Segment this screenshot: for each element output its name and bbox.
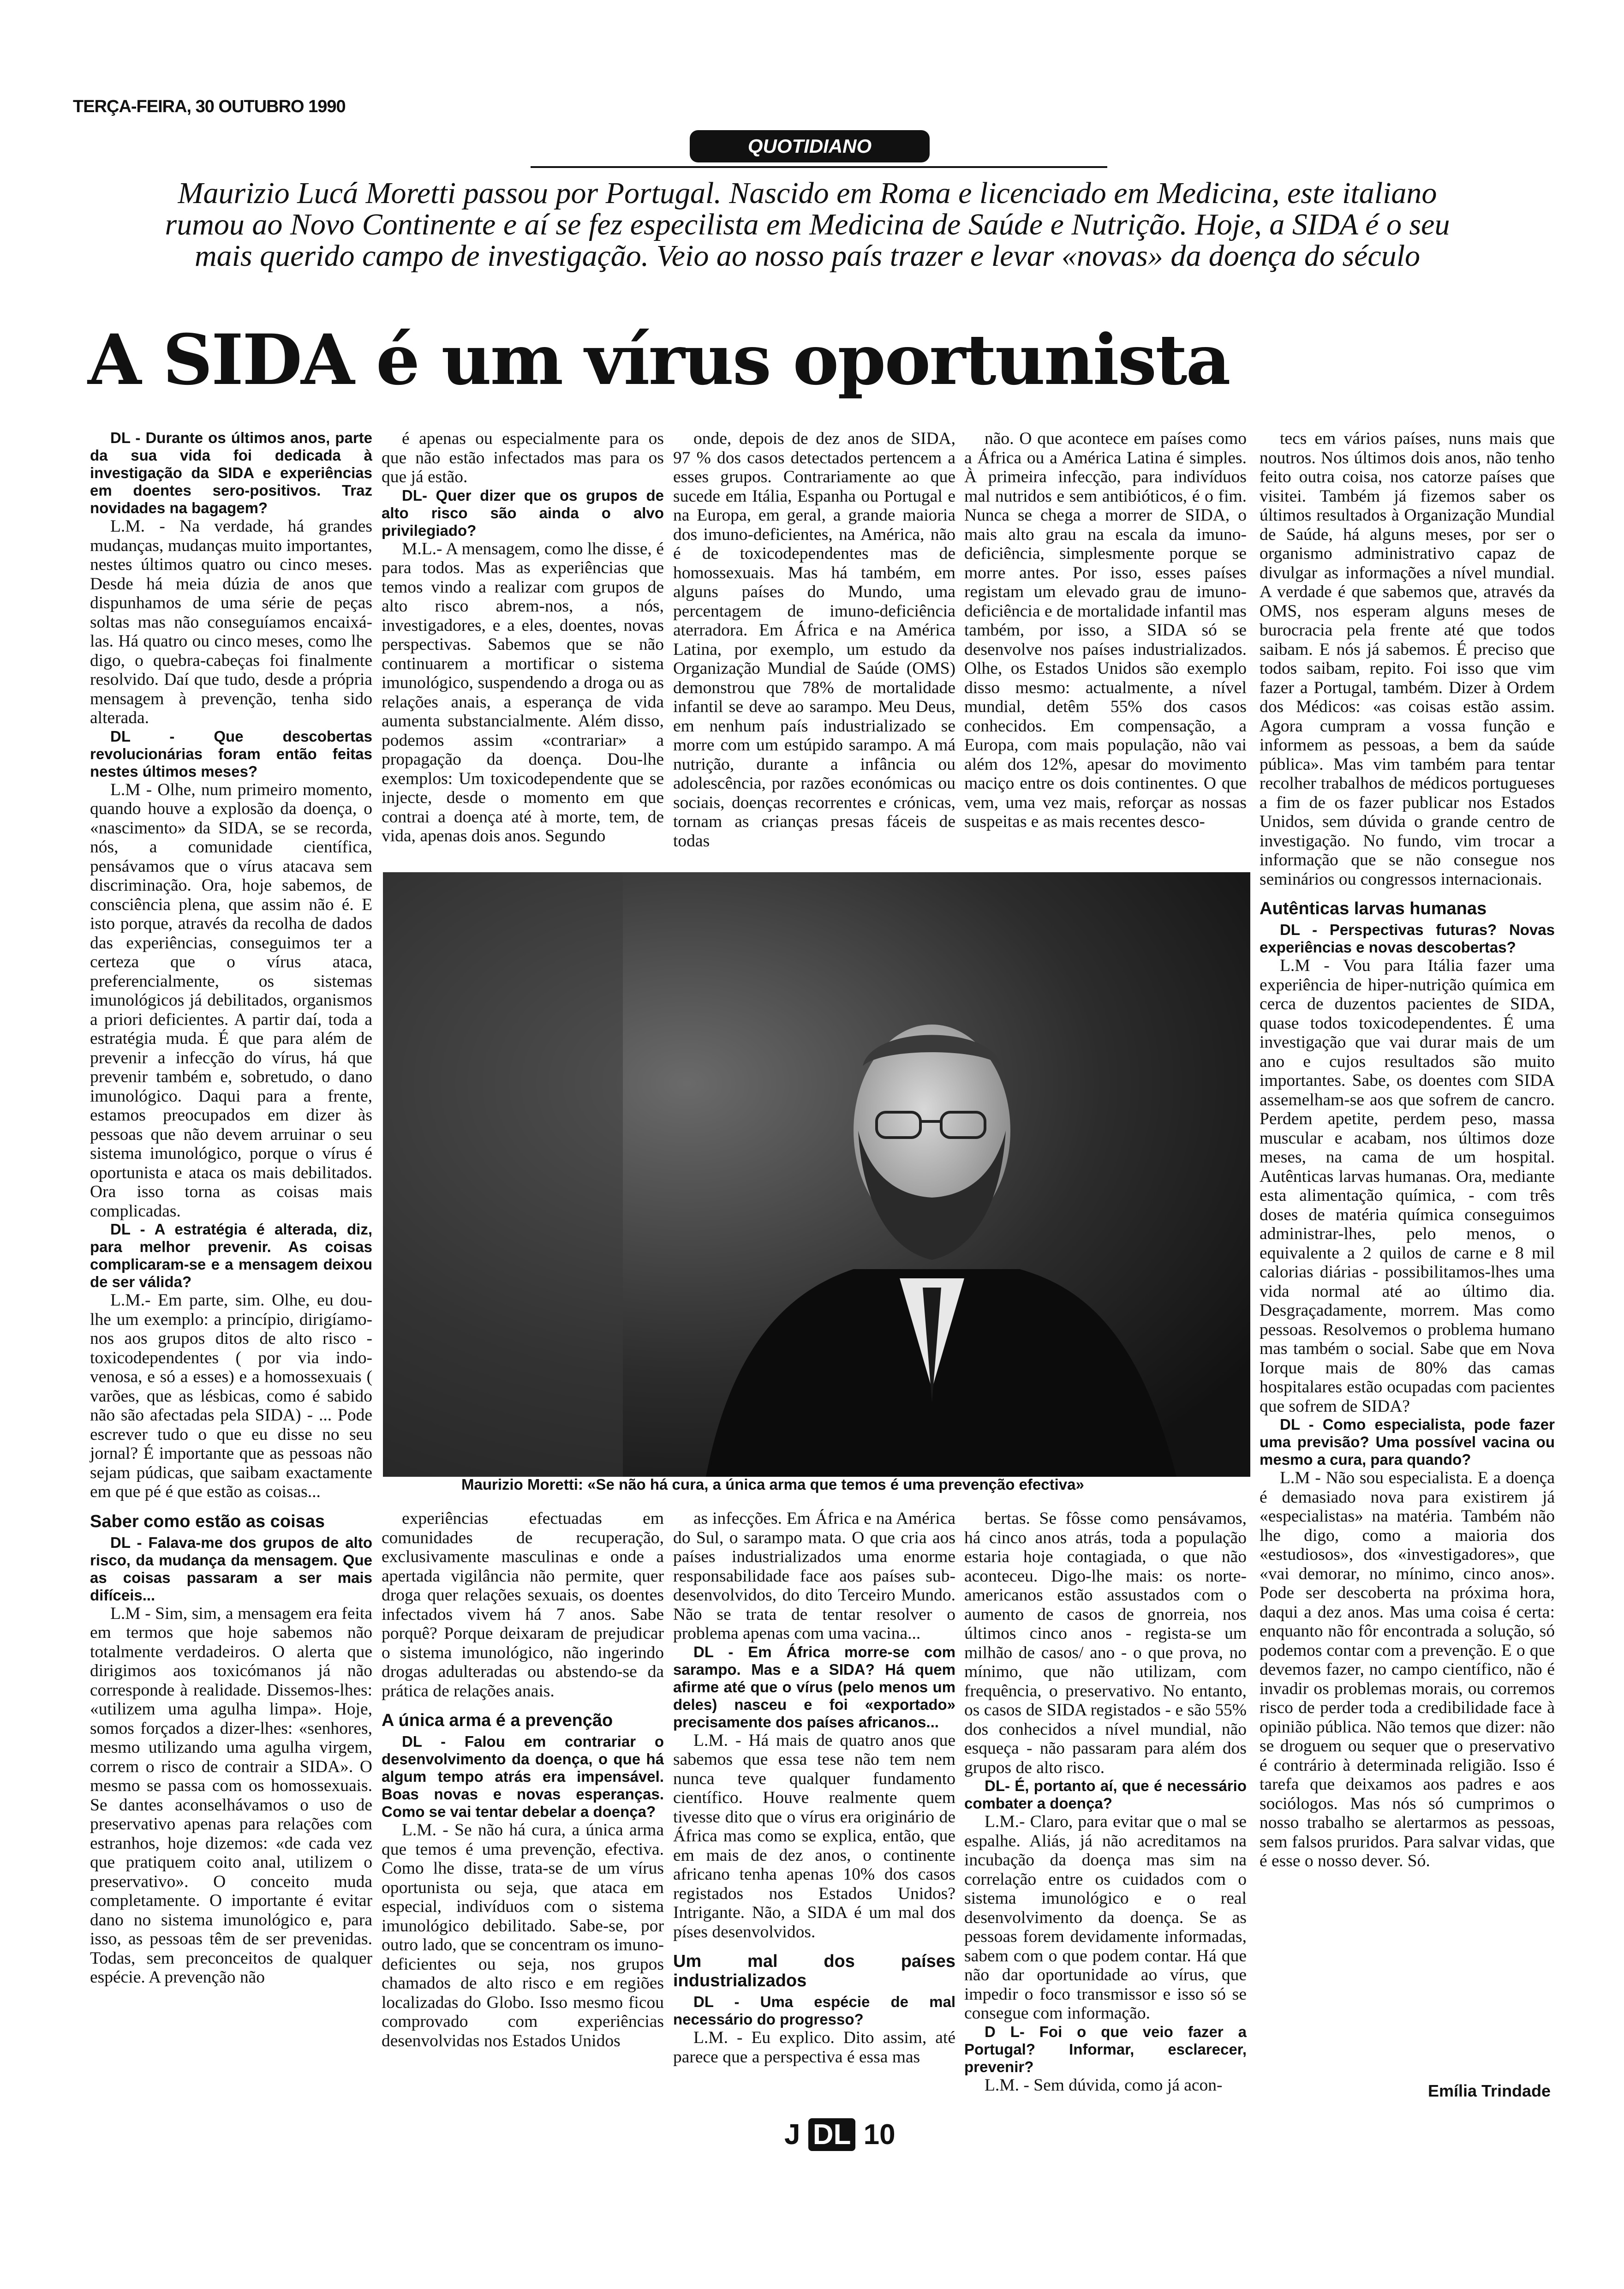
article-paragraph: as infecções. Em África e na América do Sul, o sarampo mata. O que cria aos países industrializados uma enorme responsabilidade face aos países sub-desenvolvidos, do dito Terceiro Mundo. Não se trata de tentar resolver o problema apenas com uma vacina... <box>673 1509 955 1643</box>
article-paragraph: L.M. - Na verdade, há grandes mudanças, mudanças muito importantes, nestes últimos quatro ou cinco meses. Desde há meia dúzia de anos que dispunhamos de uma série de peças soltas mas não conseguíamos encaixá-las. Há quatro ou cinco meses, como lhe digo, o quebra-cabeças foi finalmente resolvido. Daí que tudo, desde a própria mensagem à prevenção, tenha sido alterada. <box>90 517 372 727</box>
headline: A SIDA é um vírus oportunista <box>88 319 1230 401</box>
article-column-5 <box>1260 429 1555 2091</box>
article-column-3-lower <box>673 1509 955 2109</box>
article-column-2 <box>382 429 664 875</box>
subheading: Autênticas larvas humanas <box>1260 899 1487 918</box>
interview-question: DL - Falava-me dos grupos de alto risco, da mudança da mensagem. Que as coisas passaram a ser mais difíceis... <box>90 1534 372 1604</box>
article-column-1 <box>90 429 372 2091</box>
interview-question: DL- É, portanto aí, que é necessário combater a doença? <box>964 1777 1247 1812</box>
article-paragraph: L.M. - Se não há cura, a única arma que temos é uma prevenção, efectiva. Como lhe disse, trata-se de um vírus oportunista ou seja, que ataca em especial, indivíduos com o sistema imunológico debilitado. Sabe-se, por outro lado, que se concentram os imuno-deficientes ou seja, nos grupos chamados de alto risco e em regiões localizadas do Globo. Isso mesmo ficou comprovado com experiências desenvolvidas nos Estados Unidos <box>382 1821 664 2050</box>
article-paragraph: bertas. Se fôsse como pensávamos, há cinco anos atrás, toda a população estaria hoje contagiada, o que não aconteceu. Digo-lhe mais: os norte-americanos estão assustados com o aumento de casos de gnorreia, nos últimos cinco anos - regista-se um milhão de casos/ ano - o que prova, no mínimo, que não utilizam, com frequência, o preservativo. No entanto, os casos de SIDA registados - e são 55% dos conhecidos a nível mundial, não esqueça - não passaram para além dos grupos de alto risco. <box>964 1509 1247 1777</box>
page-number: 10 <box>863 2119 896 2151</box>
interview-question: DL - Que descobertas revolucionárias foram então feitas nestes últimos meses? <box>90 727 372 780</box>
article-paragraph: onde, depois de dez anos de SIDA, 97 % dos casos detectados pertencem a esses grupos. Contrariamente ao que sucede em Itália, Espanha ou Portugal e na Europa, em geral, a grande maioria dos imuno-deficientes, na América, não é de toxicodependentes mas de homossexuais. Mas há também, em alguns países do Mundo, uma percentagem de imuno-deficiência aterradora. Em África e na América Latina, por exemplo, um estudo da Organização Mundial de Saúde (OMS) demonstrou que 78% de mortalidade infantil se deve ao sarampo. Meu Deus, em nenhum país industrializado se morre com um estúpido sarampo. A má nutrição, durante a infância ou adolescência, por razões económicas ou sociais, doenças recorrentes e crónicas, tornam as crianças presas fáceis de todas <box>673 429 955 851</box>
article-paragraph: L.M. - Há mais de quatro anos que sabemos que essa tese não tem nem nunca teve qualquer fundamento científico. Houve realmente quem tivesse dito que o vírus era originário de África mas como se explica, então, que em mais de dez anos, o continente africano tenha apenas 10% dos casos registados nos Estados Unidos? Intrigante. Não, a SIDA é um mal dos píses desenvolvidos. <box>673 1731 955 1941</box>
article-paragraph: M.L.- A mensagem, como lhe disse, é para todos. Mas as experiências que temos vindo a realizar com grupos de alto risco abrem-nos, a nós, investigadores, e a eles, doentes, novas perspectivas. Sabemos que se não continuarem a mortificar o sistema imunológico, suspendendo a droga ou as relações anais, a esperança de vida aumenta substancialmente. Além disso, podemos assim «contrariar» a propagação da doença. Dou-lhe exemplos: Um toxicodependente que se injecte, desde o momento em que contrai a doença até à morte, tem, de vida, apenas dois anos. Segundo <box>382 539 664 845</box>
article-paragraph: L.M - Sim, sim, a mensagem era feita em termos que hoje sabemos não totalmente verdadeiros. O alerta que dirigimos aos toxicómanos já não corresponde à realidade. Dissemos-lhes: «utilizem uma agulha limpa». Hoje, somos forçados a dizer-lhes: «senhores, mesmo utilizando uma agulha virgem, correm o risco de contrair a SIDA». O mesmo se passa com os homossexuais. Se dantes aconselhávamos o uso de preservativo apenas para relações com estranhos, hoje dizemos: «de cada vez que pratiquem coito anal, utilizem o preservativo». O conceito muda completamente. O importante é evitar dano no sistema imunológico e, para isso, as pessoas têm de ser prevenidas. Todas, sem preconceitos de qualquer espécie. A prevenção não <box>90 1604 372 1987</box>
section-rule <box>531 166 1107 168</box>
byline: Emília Trindade <box>1428 2081 1551 2100</box>
interview-question: D L- Foi o que veio fazer a Portugal? Informar, esclarecer, prevenir? <box>964 2023 1247 2075</box>
folio-logo: DL <box>808 2118 856 2151</box>
article-paragraph: é apenas ou especialmente para os que não estão infectados mas para os que já estão. <box>382 429 664 486</box>
subheading: A única arma é a prevenção <box>382 1711 613 1730</box>
portrait-photo <box>383 872 1250 1477</box>
interview-question: DL - Em África morre-se com sarampo. Mas e a SIDA? Há quem afirme até que o vírus (pelo menos um deles) nasceu e foi «exportado» precisamente dos países africanos... <box>673 1643 955 1731</box>
subheading: Um mal dos países industrializados <box>673 1952 955 1990</box>
article-paragraph: não. O que acontece em países como a África ou a América Latina é simples. À primeira infecção, para indivíduos mal nutridos e sem antibióticos, é o fim. Nunca se chega a morrer de SIDA, o mais alto grau na escala da imuno-deficiência, simplesmente porque se morre antes. Por isso, esses países registam um elevado grau de imuno-deficiência e de mortalidade infantil mas também, por isso, a SIDA só se desenvolve nos países industrializados. Olhe, os Estados Unidos são exemplo disso mesmo: actualmente, a nível mundial, detêm 55% dos casos conhecidos. Em compensação, a Europa, com mais população, não vai além dos 12%, apesar do movimento maciço entre os dois continentes. O que vem, uma vez mais, reforçar as nossas suspeitas e as mais recentes desco- <box>964 429 1247 831</box>
interview-question: DL - Durante os últimos anos, parte da sua vida foi dedicada à investigação da SIDA e experiências em doentes sero-positivos. Traz novidades na bagagem? <box>90 429 372 516</box>
article-paragraph: tecs em vários países, nuns mais que noutros. Nos últimos dois anos, não tenho feito outra coisa, nos catorze países que visitei. Também já fizemos saber os últimos resultados à Organização Mundial de Saúde, há alguns meses, por ser o organismo administrativo capaz de divulgar as informações a nível mundial. A verdade é que sabemos que, através da OMS, nos esperam alguns meses de burocracia pela frente até que todos saibam. E nós já sabemos. É preciso que todos saibam, repito. Foi isso que vim fazer a Portugal, também. Dizer à Ordem dos Médicos: «as coisas estão assim. Agora cumpram a vossa função e informem as pessoas, a bem da saúde pública». Mas vim também para tentar recolher trabalhos de médicos portugueses a fim de os fazer publicar nos Estados Unidos, sem dúvida o grande centro de investigação. No fundo, vim trocar a informação que se não consegue nos seminários ou congressos internacionais. <box>1260 429 1555 889</box>
subheading: Saber como estão as coisas <box>90 1511 325 1531</box>
interview-question: DL - Falou em contrariar o desenvolvimento da doença, o que há algum tempo atrás era impensável. Boas novas e novas esperanças. Como se vai tentar debelar a doença? <box>382 1733 664 1820</box>
article-paragraph: L.M.- Em parte, sim. Olhe, eu dou-lhe um exemplo: a princípio, dirigíamo-nos aos grupos ditos de alto risco - toxicodependentes ( por via indo-venosa, e só a esses) e a homossexuais ( varões, que as lésbicas, como é sabido não são afectadas pela SIDA) - ... Pode escrever tudo o que eu disse no seu jornal? É importante que as pessoas não sejam púdicas, que saibam exactamente em que pé é que estão as coisas... <box>90 1291 372 1501</box>
article-paragraph: L.M.- Claro, para evitar que o mal se espalhe. Aliás, já não acreditamos na incubação da doença mas sim na correlação entre os cuidados com o sistema imunológico e o real desenvolvimento da doença. Se as pessoas forem devidamente informadas, sabem com o que podem contar. Há que não dar oportunidade ao vírus, que impedir o foco transmissor e isso só se consegue com informação. <box>964 1812 1247 2023</box>
interview-question: DL - Uma espécie de mal necessário do progresso? <box>673 1993 955 2028</box>
folio-prefix: J <box>784 2119 800 2151</box>
photo-caption: Maurizio Moretti: «Se não há cura, a única arma que temos é uma prevenção efectiva» <box>461 1476 1084 1493</box>
portrait-photo-drawing <box>383 872 1250 1477</box>
article-paragraph: L.M - Vou para Itália fazer uma experiência de hiper-nutrição química em cerca de duzentos pacientes de SIDA, quase todos toxicodependentes. É uma investigação que vai durar mais de um ano e cujos resultados são muito importantes. Sabe, os doentes com SIDA assemelham-se aos que sofrem de cancro. Perdem apetite, perdem peso, massa muscular e acabam, nos últimos doze meses, na cama de um hospital. Autênticas larvas humanas. Ora, mediante esta alimentação química, - com três doses de matéria química conseguimos administrar-lhes, pelo menos, o equivalente a 2 quilos de carne e 8 mil calorias diárias - possibilitamos-lhes uma vida normal até ao último dia. Desgraçadamente, morrem. Mas como pessoas. Resolvemos o problema humano mas também o social. Sabe que em Nova Iorque mais de 80% das camas hospitalares estão ocupadas com pacientes que sofrem de SIDA? <box>1260 956 1555 1416</box>
article-paragraph: L.M - Não sou especialista. E a doença é demasiado nova para existirem já «especialistas» na matéria. Também não lhe digo, como a maioria dos «estudiosos», dos «investigadores», que «vai demorar, no mínimo, cinco anos». Pode ser descoberta na próxima hora, daqui a dez anos. Mas uma coisa é certa: enquanto não fôr encontrada a solução, só podemos contar com a prevenção. E o que devemos fazer, no campo científico, não é invadir os problemas morais, ou corremos risco de perder toda a credibilidade face à opinião pública. Não temos que dizer: não se droguem ou sequer que o preservativo é contrário à determinada religião. Isso é tarefa que deixamos aos padres e aos sociólogos. Mas nós só cumprimos o nosso trabalho se alertarmos as pessoas, sem falsos pruridos. Para salvar vidas, que é esse o nosso dever. Só. <box>1260 1468 1555 1870</box>
article-paragraph: experiências efectuadas em comunidades de recuperação, exclusivamente masculinas e onde a apertada vigilância não permite, quer droga quer relações sexuais, os doentes infectados vivem há 7 anos. Sabe porquê? Porque deixaram de prejudicar o sistema imunológico, não ingerindo drogas adulteradas ou abstendo-se da prática de relações anais. <box>382 1509 664 1701</box>
interview-question: DL - Como especialista, pode fazer uma previsão? Uma possível vacina ou mesmo a cura, para quando? <box>1260 1416 1555 1468</box>
section-label: QUOTIDIANO <box>690 130 930 162</box>
article-column-2-lower <box>382 1509 664 2109</box>
interview-question: DL- Quer dizer que os grupos de alto risco são ainda o alvo privilegiado? <box>382 486 664 539</box>
interview-question: DL - A estratégia é alterada, diz, para melhor prevenir. As coisas complicaram-se e a mensagem deixou de ser válida? <box>90 1221 372 1290</box>
article-paragraph: L.M - Olhe, num primeiro momento, quando houve a explosão da doença, o «nascimento» da SIDA, se se recorda, nós, a comunidade científica, pensávamos que o vírus atacava sem discriminação. Ora, hoje sabemos, de consciência plena, que assim não é. E isto porque, através da recolha de dados das experiências, conseguimos ter a certeza que o vírus ataca, preferencialmente, os sistemas imunológicos já debilitados, organismos a priori deficientes. A partir daí, toda a estratégia muda. É que para além de prevenir a infecção do vírus, há que prevenir também e, sobretudo, o dano imunológico. Daqui para a frente, estamos preocupados em dizer às pessoas que não devem arruinar o seu sistema imunológico, porque o vírus é oportunista e ataca os mais debilitados. Ora isso torna as coisas mais complicadas. <box>90 780 372 1221</box>
article-paragraph: L.M. - Sem dúvida, como já acon- <box>985 2075 1223 2095</box>
standfirst: Maurizio Lucá Moretti passou por Portugal. Nascido em Roma e licenciado em Medicina, este italiano rumou ao Novo Continente e aí se fez especilista em Medicina de Saúde e Nutrição. Hoje, a SIDA é o seu mais querido campo de investigação. Veio ao nosso país trazer e levar «novas» da doença do século <box>165 176 1450 273</box>
article-column-4-lower <box>964 1509 1247 2109</box>
article-column-3 <box>673 429 955 875</box>
article-column-4 <box>964 429 1247 875</box>
article-paragraph: L.M. - Eu explico. Dito assim, até parece que a perspectiva é essa mas <box>673 2028 955 2067</box>
interview-question: DL - Perspectivas futuras? Novas experiências e novas descobertas? <box>1260 921 1555 956</box>
page-folio <box>784 2118 896 2151</box>
dateline: TERÇA-FEIRA, 30 OUTUBRO 1990 <box>73 97 346 116</box>
